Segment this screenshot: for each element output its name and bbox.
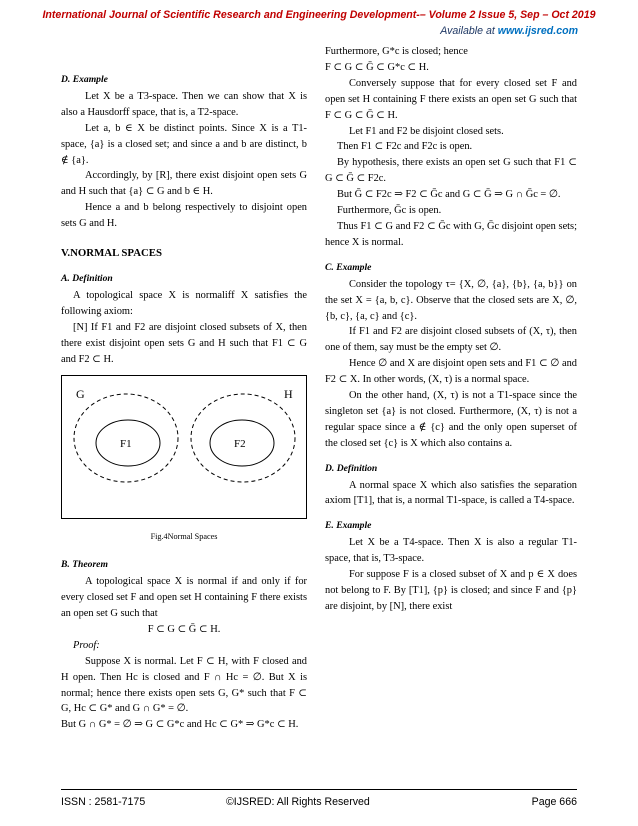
paragraph: Accordingly, by [R], there exist disjoint open sets G and H such that {a} ⊂ G and b ∈ H. xyxy=(61,170,307,198)
normal-spaces-diagram xyxy=(62,376,306,518)
paragraph: Furthermore, G*c is closed; hence xyxy=(325,46,468,57)
label-h: H xyxy=(284,387,293,402)
paragraph: Hence ∅ and X are disjoint open sets and F1 ⊂ ∅ and F2 ⊂ X. In other words, (X, τ) is a normal space. xyxy=(325,358,577,386)
paragraph: Then F1 ⊂ F2c and F2c is open. xyxy=(337,141,473,153)
journal-header: International Journal of Scientific Research and Engineering Development-– Volume 2 Issue 5, Sep – Oct 2019 xyxy=(42,9,596,21)
theorem-b-heading: B. Theorem xyxy=(61,559,108,571)
available-prefix: Available at xyxy=(440,25,498,37)
equation: F ⊂ G ⊂ Ḡ ⊂ H. xyxy=(147,623,221,635)
example-d-heading: D. Example xyxy=(61,74,108,85)
paragraph: Thus F1 ⊂ G and F2 ⊂ Ḡc with G, Ḡc disjoint open sets; hence X is normal. xyxy=(325,220,577,248)
example-e-heading: E. Example xyxy=(325,520,372,532)
paragraph: On the other hand, (X, τ) is not a T1-space since the singleton set {a} is not closed. Furthermore, (X, τ) is not a regular space since a ∉ {c} and the only open superset of the closed set {c} is X which also contains a. xyxy=(325,390,577,449)
paragraph: Consider the topology τ= {X, ∅, {a}, {b}, {a, b}} on the set X = {a, b, c}. Observe that the closed sets are X, ∅, {b, c}, {a, c} and {c}. xyxy=(325,278,577,322)
journal-url-link[interactable]: www.ijsred.com xyxy=(497,25,578,37)
equation: F ⊂ G ⊂ Ḡ ⊂ G*c ⊂ H. xyxy=(325,61,429,73)
paragraph: A normal space X which also satisfies the separation axiom [T1], that is, a normal T1-space, is called a T4-space. xyxy=(325,479,577,507)
label-g: G xyxy=(76,387,85,402)
example-c-heading: C. Example xyxy=(325,261,372,273)
paragraph: Let F1 and F2 be disjoint closed sets. xyxy=(349,125,504,137)
footer-divider xyxy=(61,789,577,790)
paragraph: Let X be a T3-space. Then we can show that X is also a Hausdorff space, that is, a T2-space. xyxy=(61,90,307,118)
paragraph: A topological space X is normal if and only if for every closed set F and open set H containing F there exists an open set G such that xyxy=(61,576,307,620)
paragraph: If F1 and F2 are disjoint closed subsets of (X, τ), then one of them, say must be the empty set ∅. xyxy=(325,326,577,354)
paragraph: By hypothesis, there exists an open set G such that F1 ⊂ G ⊂ Ḡ ⊂ F2c. xyxy=(325,157,577,185)
label-f1: F1 xyxy=(120,438,132,451)
footer-copyright: ©IJSRED: All Rights Reserved xyxy=(226,796,370,808)
definition-a-heading: A. Definition xyxy=(61,272,113,284)
left-column xyxy=(61,44,307,733)
section-heading-normal-spaces: V.NORMAL SPACES xyxy=(61,247,162,260)
label-f2: F2 xyxy=(234,438,246,451)
paragraph: Furthermore, Ḡc is open. xyxy=(337,205,442,217)
paragraph: A topological space X is normaliff X satisfies the following axiom: xyxy=(61,289,307,317)
paragraph: Suppose X is normal. Let F ⊂ H, with F closed and H open. Then Hc is closed and F ∩ Hc = ∅. But X is normal; hence there exists open sets G, G* such that F ⊂ G, Hc ⊂ G* and G ∩ G* = ∅. xyxy=(61,655,307,715)
paragraph: [N] If F1 and F2 are disjoint closed subsets of X, then there exist disjoint open sets G and H such that F1 ⊂ G and F2 ⊂ H. xyxy=(61,321,307,365)
paragraph: But Ḡ ⊂ F2c ⇒ F2 ⊂ Ḡc and G ⊂ Ḡ ⇒ G ∩ Ḡc = ∅. xyxy=(337,189,561,201)
footer-issn: ISSN : 2581-7175 xyxy=(61,796,146,808)
paragraph: But G ∩ G* = ∅ ⇒ G ⊂ G*c and Hc ⊂ G* ⇒ G*c ⊂ H. xyxy=(61,719,299,731)
paragraph: Conversely suppose that for every closed set F and open set H containing F there exists an open set G such that F ⊂ G ⊂ Ḡ ⊂ H. xyxy=(325,77,577,121)
definition-d-heading: D. Definition xyxy=(325,462,378,474)
right-column xyxy=(325,44,577,615)
availability-line xyxy=(440,25,578,37)
figure-normal-spaces xyxy=(61,375,307,519)
footer-page-number: Page 666 xyxy=(531,796,577,808)
paragraph: For suppose F is a closed subset of X and p ∈ X does not belong to F. By [T1], {p} is closed; and since F and {p} are disjoint, by [N], there exist xyxy=(325,569,577,612)
paragraph: Let a, b ∈ X be distinct points. Since X is a T1-space, {a} is a closed set; and since a and b are distinct, b ∉ {a}. xyxy=(61,122,307,166)
paragraph: Let X be a T4-space. Then X is also a regular T1-space, that is, T3-space. xyxy=(325,537,577,565)
paragraph: Hence a and b belong respectively to disjoint open sets G and H. xyxy=(61,202,307,230)
figure-caption: Fig.4Normal Spaces xyxy=(150,532,218,542)
proof-label: Proof: xyxy=(73,639,100,651)
